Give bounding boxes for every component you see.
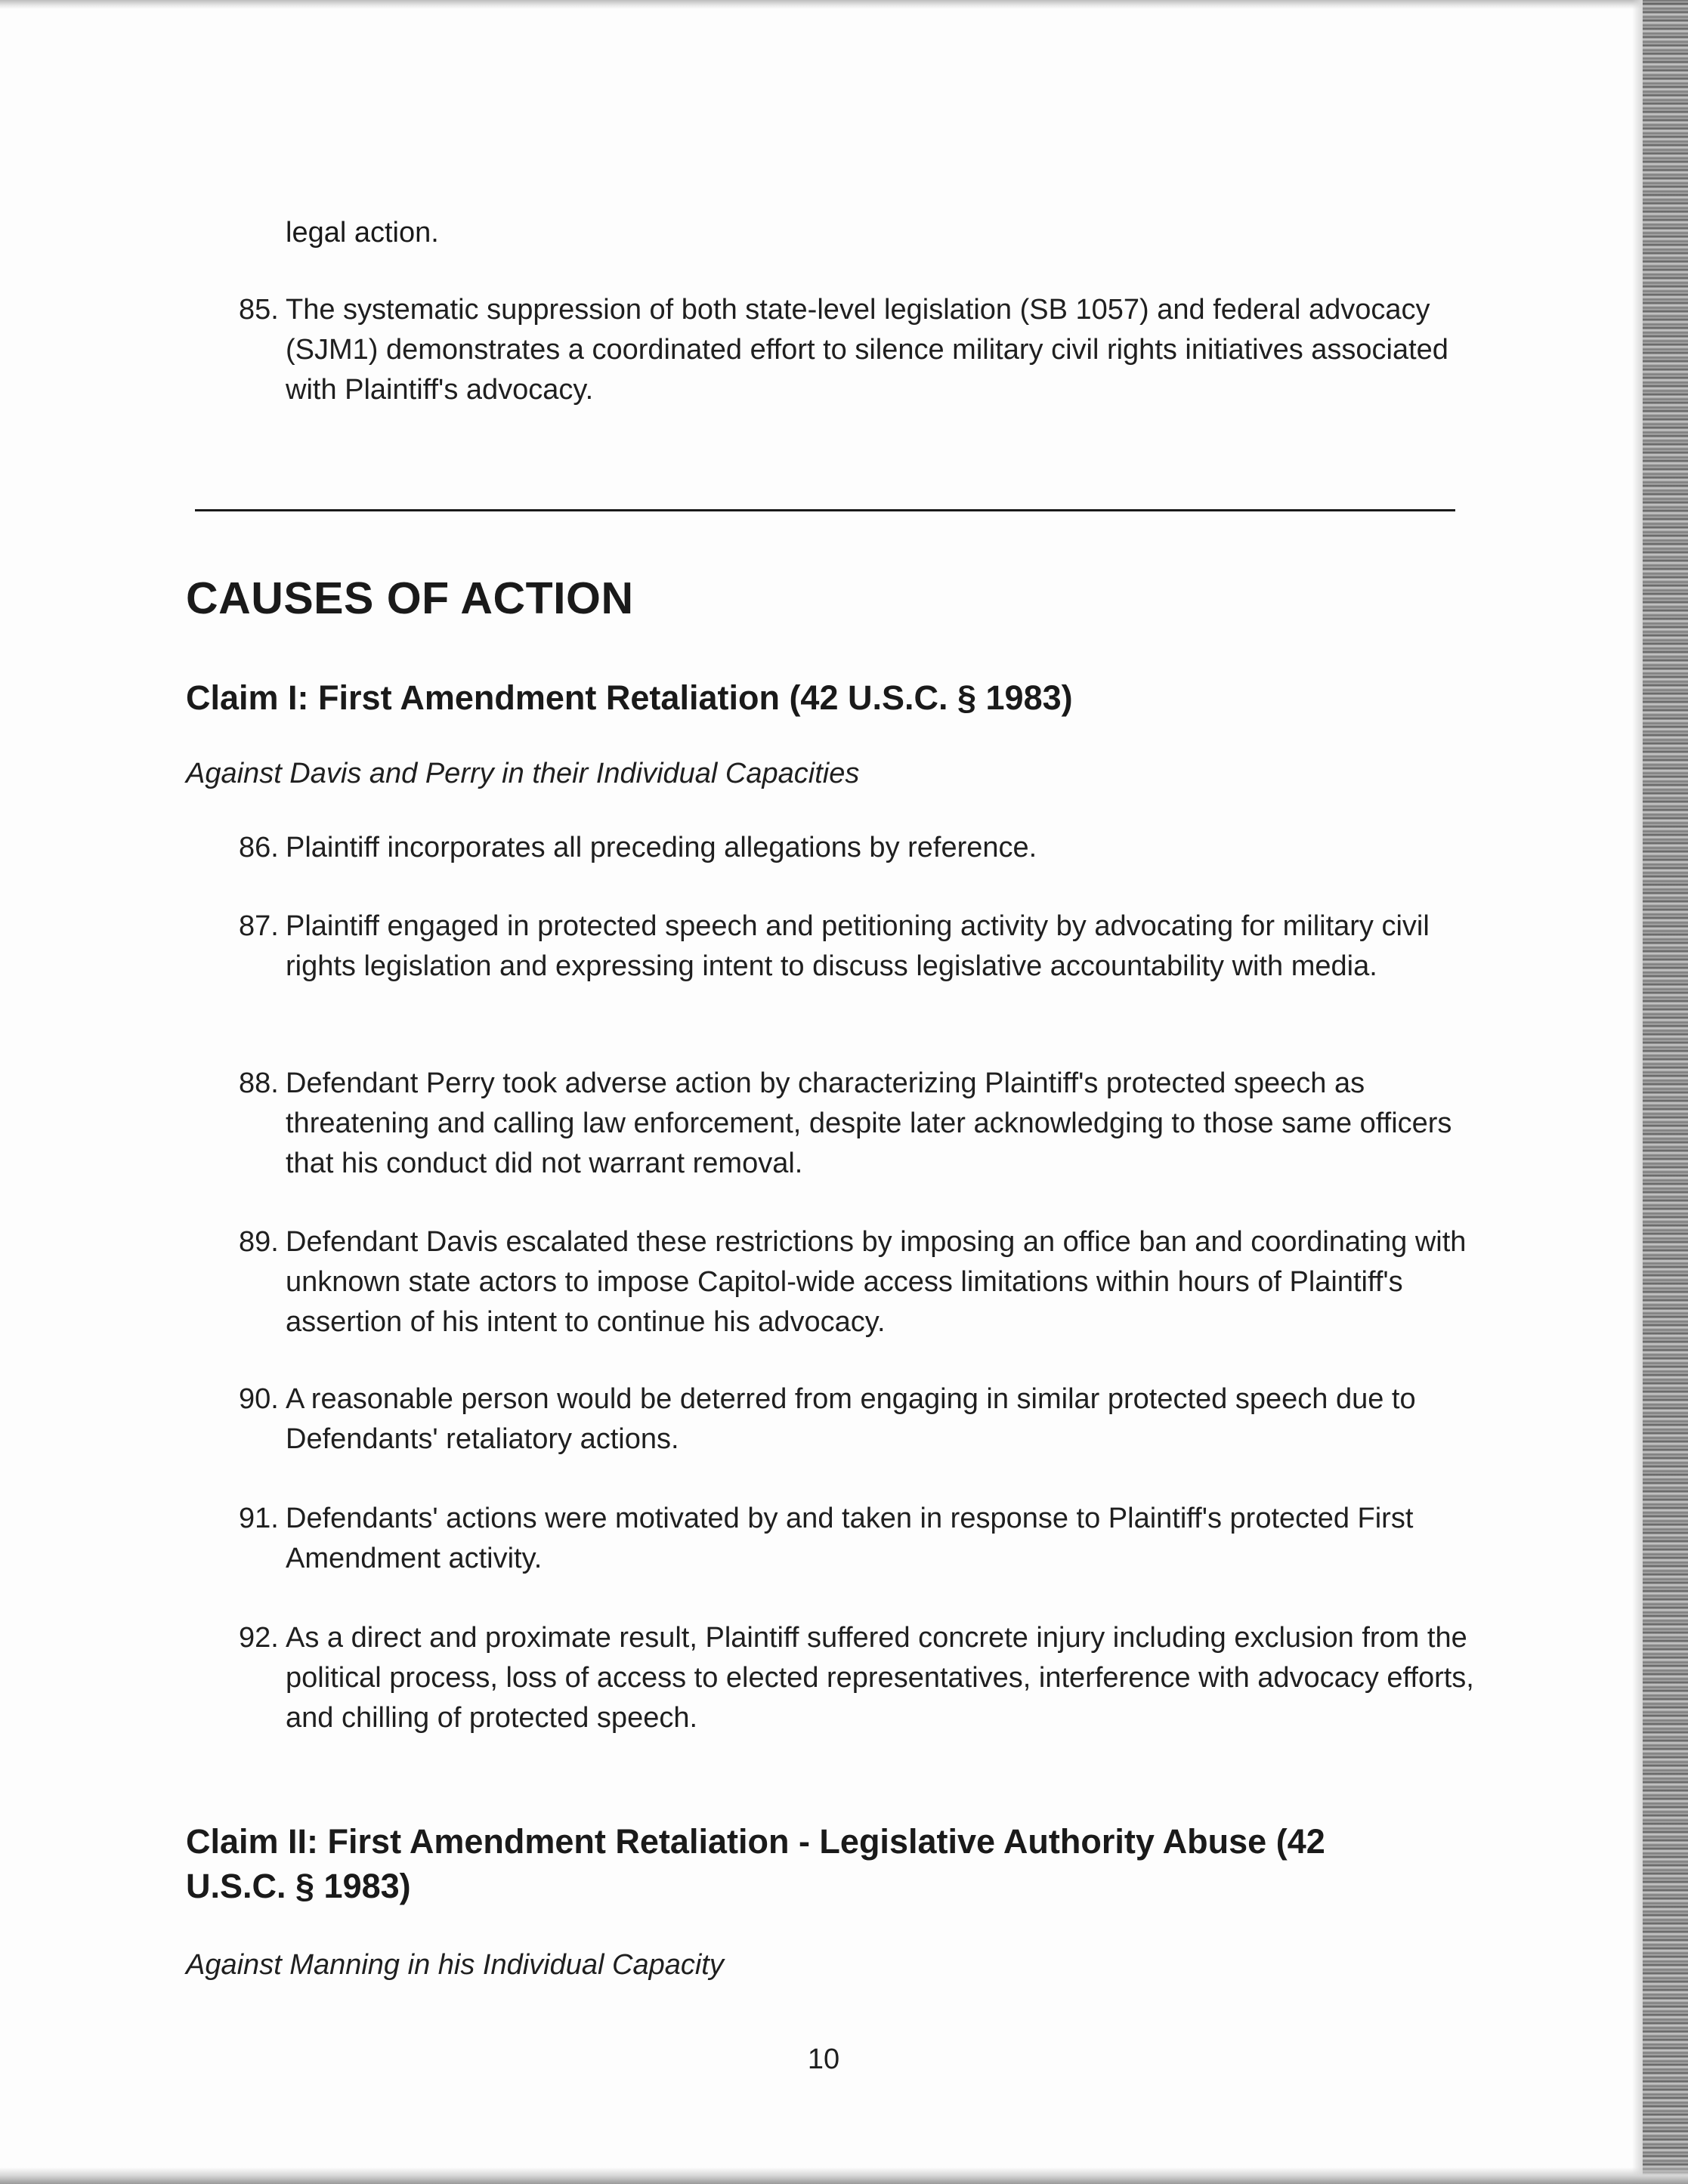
numbered-paragraph (239, 1379, 1493, 1460)
paragraph-number: 85. (239, 294, 279, 326)
scan-edge-top (0, 0, 1688, 9)
paragraph-number: 91. (239, 1503, 279, 1534)
paragraph-number: 89. (239, 1226, 279, 1258)
paragraph-text: Defendants' actions were motivated by and taken in response to Plaintiff's protected First Amendment activity. (286, 1503, 1414, 1574)
scan-edge-shadow (1632, 0, 1643, 2184)
paragraph-text: Defendant Perry took adverse action by characterizing Plaintiff's protected speech as threatening and calling law enforcement, despite later acknowledging to those same officers that his conduct did not warrant removal. (286, 1067, 1452, 1179)
claim-subtitle: Against Davis and Perry in their Individual Capacities (186, 758, 860, 789)
claim-heading: Claim I: First Amendment Retaliation (42 U.S.C. § 1983) (186, 678, 1073, 717)
paragraph-text: The systematic suppression of both state-level legislation (SB 1057) and federal advocacy (SJM1) demonstrates a coordinated effort to silence military civil rights initiatives associated with Plaintiff's advocacy. (286, 294, 1448, 406)
numbered-paragraph (239, 1618, 1493, 1738)
horizontal-rule (195, 509, 1455, 511)
numbered-paragraph (239, 1499, 1493, 1579)
paragraph-number: 92. (239, 1622, 279, 1654)
paragraph-number: 86. (239, 832, 279, 863)
paragraph-text: Plaintiff incorporates all preceding allegations by reference. (286, 832, 1037, 863)
paragraph-number: 87. (239, 910, 279, 942)
section-heading: CAUSES OF ACTION (186, 573, 634, 623)
paragraph-number: 90. (239, 1383, 279, 1415)
numbered-paragraph (239, 828, 1493, 868)
page-number: 10 (807, 2043, 840, 2075)
numbered-paragraph (239, 290, 1493, 410)
paragraph-text: Plaintiff engaged in protected speech and petitioning activity by advocating for military civil rights legislation and expressing intent to discuss legislative accountability with media. (286, 910, 1430, 982)
claim-heading: Claim II: First Amendment Retaliation - Legislative Authority Abuse (42 U.S.C. § 1983) (186, 1822, 1325, 1905)
numbered-paragraph (239, 1222, 1493, 1342)
paragraph-number: 88. (239, 1067, 279, 1099)
scan-edge-right (1643, 0, 1688, 2184)
continued-text: legal action. (286, 217, 439, 249)
paragraph-text: As a direct and proximate result, Plaintiff suffered concrete injury including exclusion from the political process, loss of access to elected representatives, interference with advocacy efforts, and chilling of protected speech. (286, 1622, 1474, 1734)
paragraph-text: A reasonable person would be deterred from engaging in similar protected speech due to Defendants' retaliatory actions. (286, 1383, 1416, 1455)
scan-edge-bottom (0, 2167, 1688, 2184)
numbered-paragraph (239, 1064, 1493, 1184)
claim-subtitle: Against Manning in his Individual Capacity (186, 1949, 724, 1981)
paragraph-text: Defendant Davis escalated these restrictions by imposing an office ban and coordinating with unknown state actors to impose Capitol-wide access limitations within hours of Plaintiff's assertion of his intent to continue his advocacy. (286, 1226, 1467, 1338)
numbered-paragraph (239, 907, 1493, 987)
